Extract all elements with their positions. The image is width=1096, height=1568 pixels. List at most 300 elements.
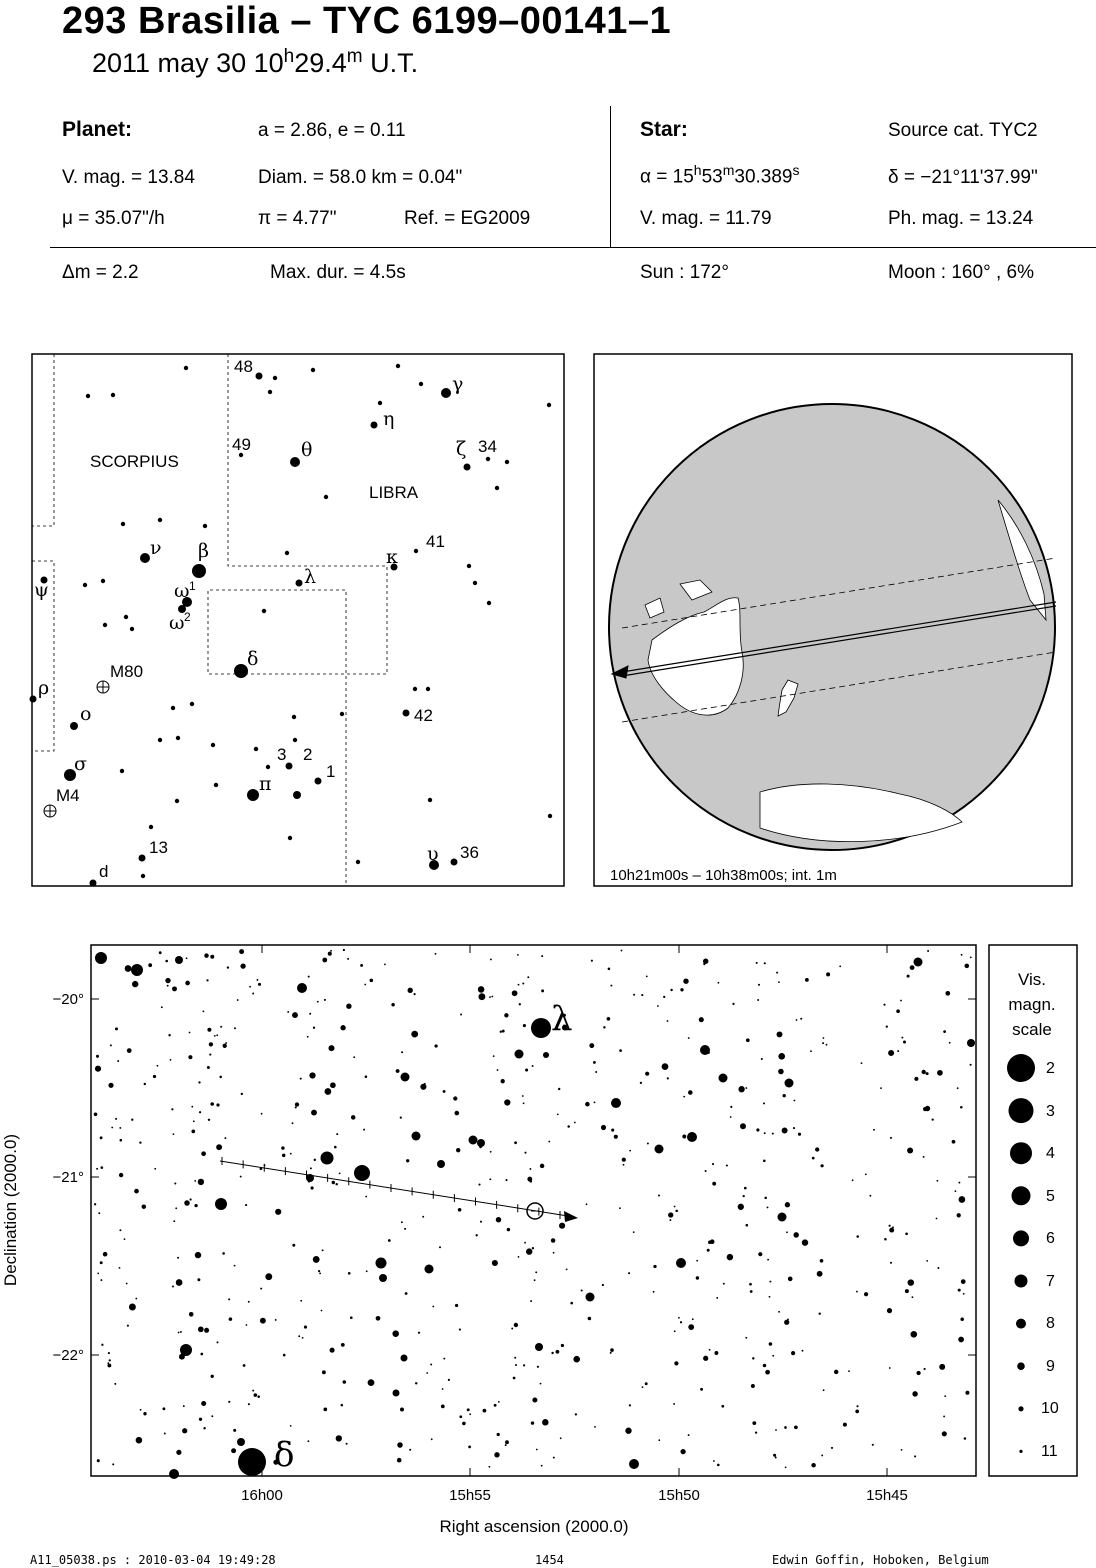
detail-star xyxy=(142,1204,146,1208)
finder-star xyxy=(290,457,300,467)
detail-star xyxy=(936,1218,938,1220)
detail-star xyxy=(321,1310,323,1312)
detail-star xyxy=(540,1164,544,1168)
detail-star xyxy=(820,1259,824,1263)
finder-star xyxy=(311,368,315,372)
detail-star xyxy=(328,952,332,956)
detail-star xyxy=(588,1317,592,1321)
star-label-41: 41 xyxy=(426,532,445,551)
detail-star xyxy=(135,1298,137,1300)
detail-star xyxy=(129,1304,136,1311)
detail-star xyxy=(517,954,519,956)
detail-star xyxy=(494,1452,499,1457)
detail-star xyxy=(476,1234,478,1236)
detail-star xyxy=(119,1173,123,1177)
detail-star xyxy=(570,1302,573,1305)
detail-star xyxy=(240,963,245,968)
greek-omicron: ο xyxy=(80,703,92,725)
detail-star xyxy=(309,1013,311,1015)
constellation-scorpius: SCORPIUS xyxy=(90,452,179,471)
detail-star xyxy=(932,1118,934,1120)
detail-star xyxy=(228,1401,230,1403)
detail-star xyxy=(435,953,437,955)
detail-star xyxy=(225,1042,227,1044)
detail-star xyxy=(165,960,168,963)
detail-star xyxy=(622,1158,626,1162)
detail-star xyxy=(209,1042,213,1046)
detail-star xyxy=(692,1318,694,1320)
footer-author: Edwin Goffin, Hoboken, Belgium xyxy=(772,1553,989,1567)
detail-star xyxy=(811,1463,816,1468)
detail-star xyxy=(339,1173,341,1175)
detail-star xyxy=(231,1448,236,1453)
finder-star xyxy=(292,715,296,719)
detail-star xyxy=(156,1065,158,1067)
detail-star xyxy=(311,1186,314,1189)
detail-star xyxy=(586,1293,595,1302)
detail-star xyxy=(647,1143,649,1145)
detail-star xyxy=(714,1351,718,1355)
detail-star xyxy=(794,1425,798,1429)
detail-star xyxy=(910,965,915,970)
detail-star xyxy=(139,1141,141,1143)
detail-star xyxy=(914,1077,918,1081)
detail-star xyxy=(178,1332,180,1334)
detail-star xyxy=(215,1198,227,1210)
detail-star xyxy=(98,1212,100,1214)
event-hour-unit: h xyxy=(283,46,295,67)
detail-star xyxy=(778,1311,780,1313)
detail-star xyxy=(169,1469,179,1479)
finder-star xyxy=(266,765,270,769)
detail-star xyxy=(670,989,672,991)
detail-star xyxy=(960,1106,963,1109)
detail-star xyxy=(798,1133,801,1136)
greek-psi: ψ xyxy=(34,579,49,601)
finder-star xyxy=(293,791,301,799)
detail-star xyxy=(758,984,760,986)
detail-star xyxy=(763,1102,765,1104)
detail-star xyxy=(608,968,611,971)
detail-star xyxy=(778,1213,787,1222)
detail-star xyxy=(746,1038,750,1042)
detail-star xyxy=(400,1408,404,1412)
detail-star xyxy=(769,1342,773,1346)
xtick-16h00: 16h00 xyxy=(241,1487,283,1504)
detail-star xyxy=(108,1352,110,1354)
detail-star xyxy=(856,1235,859,1238)
detail-star xyxy=(489,996,491,998)
detail-star xyxy=(743,1195,745,1197)
finder-star xyxy=(414,549,418,553)
detail-star xyxy=(746,1224,749,1227)
svg-text:Vis.: Vis. xyxy=(1017,970,1047,989)
cluster-m80-symbol xyxy=(97,681,109,693)
detail-star xyxy=(275,1319,277,1321)
detail-star xyxy=(414,993,416,995)
detail-star xyxy=(557,1114,559,1116)
detail-star xyxy=(366,1270,368,1272)
detail-star xyxy=(914,958,923,967)
detail-star xyxy=(290,1425,292,1427)
star-source-catalog: Source cat. TYC2 xyxy=(888,120,1038,141)
detail-star xyxy=(348,1272,351,1275)
detail-star xyxy=(110,1044,112,1046)
detail-star xyxy=(100,1136,103,1139)
detail-star xyxy=(591,960,593,962)
detail-star xyxy=(318,1270,320,1272)
detail-star xyxy=(107,1364,111,1368)
detail-star xyxy=(784,1320,789,1325)
detail-star xyxy=(602,1284,604,1286)
detail-star xyxy=(655,1145,664,1154)
detail-star xyxy=(193,1120,195,1122)
detail-star xyxy=(594,1101,596,1103)
detail-star xyxy=(556,1350,560,1354)
finder-star xyxy=(413,687,417,691)
detail-star xyxy=(469,1413,471,1415)
detail-star xyxy=(730,1106,732,1108)
detail-star xyxy=(826,972,830,976)
detail-star xyxy=(97,1273,99,1275)
detail-star xyxy=(761,1058,763,1060)
detail-star xyxy=(148,963,152,967)
detail-star xyxy=(124,1238,126,1240)
detail-star xyxy=(347,958,349,960)
detail-star xyxy=(201,1151,206,1156)
detail-star xyxy=(961,954,963,956)
detail-star xyxy=(127,1048,132,1053)
detail-star xyxy=(500,1031,502,1033)
finder-star xyxy=(83,583,87,587)
legend-dot xyxy=(1018,1406,1023,1411)
star-label-1: 1 xyxy=(326,762,336,781)
finder-star xyxy=(356,860,360,864)
detail-star xyxy=(346,1004,351,1009)
detail-star xyxy=(680,1321,682,1323)
finder-star xyxy=(211,743,215,747)
detail-star xyxy=(869,1195,871,1197)
detail-star xyxy=(823,1389,825,1391)
detail-star xyxy=(252,1390,254,1392)
detail-star xyxy=(224,1137,226,1139)
finder-star xyxy=(30,696,37,703)
detail-star xyxy=(119,1229,121,1231)
detail-star xyxy=(100,1261,103,1264)
detail-star xyxy=(496,1217,501,1222)
greek-delta: δ xyxy=(247,648,259,670)
detail-star xyxy=(629,1404,631,1406)
greek-omega-2-index: 2 xyxy=(184,610,191,624)
detail-star xyxy=(109,1359,111,1361)
detail-star xyxy=(732,1003,734,1005)
detail-star xyxy=(437,1160,445,1168)
detail-star xyxy=(237,1438,245,1446)
detail-star xyxy=(161,1006,163,1008)
detail-star xyxy=(717,1464,720,1467)
detail-star xyxy=(292,1012,298,1018)
detail-star xyxy=(186,957,188,959)
detail-star xyxy=(658,1439,660,1441)
finder-star xyxy=(428,798,432,802)
detail-star xyxy=(430,1364,432,1366)
finder-star xyxy=(247,789,259,801)
finder-star xyxy=(486,457,490,461)
finder-star xyxy=(140,553,150,563)
detail-star xyxy=(716,1297,718,1299)
detail-star xyxy=(96,1168,98,1170)
detail-star xyxy=(498,1401,500,1403)
detail-star xyxy=(311,1110,317,1116)
detail-star xyxy=(939,1364,945,1370)
detail-star xyxy=(170,1059,172,1061)
detail-star xyxy=(341,1343,345,1347)
detail-star xyxy=(207,1028,211,1032)
detail-star xyxy=(727,1254,733,1260)
detail-star xyxy=(775,1429,777,1431)
detail-star xyxy=(379,1274,387,1282)
greek-omega-1: ω xyxy=(174,580,190,602)
detail-star xyxy=(889,1225,891,1227)
detail-star xyxy=(101,1344,103,1346)
cluster-m4-symbol xyxy=(44,805,56,817)
detail-star xyxy=(354,1165,370,1181)
finder-star xyxy=(268,390,272,394)
xtick-15h45: 15h45 xyxy=(866,1487,908,1504)
detail-star xyxy=(756,1128,759,1131)
legend-dot xyxy=(1010,1142,1032,1164)
detail-star xyxy=(629,1459,639,1469)
finder-star xyxy=(203,524,207,528)
legend-mag-6: 6 xyxy=(1046,1230,1055,1247)
detail-star xyxy=(397,1458,402,1463)
detail-star xyxy=(353,1056,355,1058)
detail-star xyxy=(460,1014,462,1016)
finder-star xyxy=(315,778,322,785)
detail-star xyxy=(478,993,485,1000)
detail-star xyxy=(411,1031,418,1038)
finder-star xyxy=(214,783,218,787)
detail-star xyxy=(802,1350,804,1352)
detail-star xyxy=(194,1204,197,1207)
finder-star xyxy=(285,551,289,555)
detail-star xyxy=(100,1166,103,1169)
detail-star xyxy=(534,1279,536,1281)
detail-star xyxy=(343,1380,347,1384)
detail-star xyxy=(522,1095,524,1097)
detail-star xyxy=(425,1265,434,1274)
detail-star xyxy=(758,1252,762,1256)
star-label-48: 48 xyxy=(234,357,253,376)
detail-star xyxy=(111,1127,113,1129)
detail-star xyxy=(330,1082,336,1088)
detail-star xyxy=(567,1125,570,1128)
detail-star xyxy=(188,1055,192,1059)
detail-star xyxy=(346,1443,348,1445)
detail-star xyxy=(535,1343,543,1351)
detail-star xyxy=(462,1422,466,1426)
detail-star xyxy=(585,1102,590,1107)
detail-delta-label: δ xyxy=(274,1435,295,1475)
detail-star xyxy=(94,1203,96,1205)
detail-star xyxy=(767,1206,769,1208)
detail-star xyxy=(738,1204,744,1210)
detail-star xyxy=(260,1318,266,1324)
finder-star xyxy=(324,495,328,499)
xtick-15h55: 15h55 xyxy=(449,1487,491,1504)
detail-star xyxy=(519,1003,521,1005)
detail-lambda-label: λ xyxy=(551,999,573,1039)
legend-mag-7: 7 xyxy=(1046,1273,1055,1290)
detail-star xyxy=(275,1209,281,1215)
detail-star xyxy=(511,1328,513,1330)
detail-star xyxy=(667,1077,669,1079)
detail-star xyxy=(723,1283,725,1285)
detail-star xyxy=(970,1064,972,1066)
detail-star xyxy=(553,1457,555,1459)
x-axis-label: Right ascension (2000.0) xyxy=(439,1517,629,1536)
detail-star xyxy=(782,1128,788,1134)
detail-star xyxy=(119,1267,121,1269)
detail-star xyxy=(785,1467,787,1469)
detail-star xyxy=(108,1083,113,1088)
detail-star xyxy=(514,1357,516,1359)
detail-star xyxy=(889,1228,894,1233)
detail-star xyxy=(530,1300,532,1302)
finder-star xyxy=(464,464,471,471)
detail-star xyxy=(497,1069,499,1071)
detail-star xyxy=(619,1207,621,1209)
detail-star xyxy=(776,972,778,974)
greek-kappa: κ xyxy=(386,546,398,568)
detail-star xyxy=(302,1337,304,1339)
footer-page-number: 1454 xyxy=(535,1553,564,1567)
detail-star xyxy=(784,1426,787,1429)
detail-star xyxy=(959,1196,966,1203)
greek-beta: β xyxy=(198,540,209,562)
detail-star xyxy=(443,1358,445,1360)
star-label-42: 42 xyxy=(414,706,433,725)
detail-star xyxy=(194,1180,196,1182)
finder-star xyxy=(103,623,107,627)
detail-star xyxy=(793,1100,795,1102)
detail-star xyxy=(923,1156,925,1158)
detail-star xyxy=(601,1125,606,1130)
finder-star xyxy=(254,747,258,751)
detail-star xyxy=(819,1313,821,1315)
cluster-label-m80: M80 xyxy=(110,662,144,681)
detail-star xyxy=(680,988,683,991)
detail-star xyxy=(409,1449,411,1451)
detail-star xyxy=(143,1412,146,1415)
detail-star xyxy=(180,1331,182,1333)
finder-star xyxy=(130,627,134,631)
planet-vmag: V. mag. = 13.84 xyxy=(62,167,195,188)
detail-star xyxy=(176,1450,181,1455)
detail-star xyxy=(529,1168,531,1170)
detail-star xyxy=(256,979,258,981)
detail-star xyxy=(431,1438,433,1440)
detail-star xyxy=(175,1207,177,1209)
detail-star xyxy=(211,1375,214,1378)
finder-star xyxy=(184,366,188,370)
finder-star xyxy=(86,394,90,398)
detail-star xyxy=(514,1141,517,1144)
globe-panel xyxy=(594,354,1072,886)
detail-star xyxy=(958,1289,961,1292)
detail-star xyxy=(384,964,386,966)
finder-star xyxy=(378,401,382,405)
detail-star xyxy=(523,1102,525,1104)
detail-star xyxy=(532,1065,534,1067)
detail-star xyxy=(456,1148,460,1152)
detail-star xyxy=(788,1277,793,1282)
detail-star xyxy=(688,1434,690,1436)
detail-star xyxy=(707,1249,710,1252)
detail-star xyxy=(404,1228,406,1230)
detail-star xyxy=(117,1060,119,1062)
detail-star xyxy=(322,1370,326,1374)
detail-star xyxy=(763,1364,767,1368)
detail-star xyxy=(281,1146,284,1149)
detail-star xyxy=(812,1157,815,1160)
detail-star xyxy=(459,1329,461,1331)
detail-star xyxy=(518,1256,520,1258)
detail-star xyxy=(581,1289,583,1291)
detail-star xyxy=(611,1129,614,1132)
legend-dot xyxy=(1017,1362,1025,1370)
detail-star xyxy=(688,1037,690,1039)
detail-star xyxy=(350,1316,353,1319)
detail-star xyxy=(755,1431,757,1433)
detail-star xyxy=(908,1279,915,1286)
detail-star xyxy=(159,951,162,954)
detail-star xyxy=(958,1337,964,1343)
detail-star xyxy=(607,1017,611,1021)
legend-mag-4: 4 xyxy=(1046,1145,1055,1162)
y-axis-label: Declination (2000.0) xyxy=(1,1133,20,1287)
detail-star xyxy=(595,1071,597,1073)
legend-mag-9: 9 xyxy=(1046,1358,1055,1375)
detail-star xyxy=(541,955,543,957)
detail-star xyxy=(191,1106,193,1108)
detail-star xyxy=(209,1054,211,1056)
detail-star xyxy=(332,1181,335,1184)
detail-star xyxy=(261,1113,263,1115)
detail-star xyxy=(131,1119,133,1121)
greek-omega-2: ω xyxy=(169,612,185,634)
detail-star xyxy=(713,1460,715,1462)
finder-star xyxy=(273,376,277,380)
detail-star xyxy=(479,1146,482,1149)
detail-star xyxy=(443,1090,446,1093)
detail-star xyxy=(258,983,261,986)
detail-star xyxy=(265,1273,272,1280)
detail-star xyxy=(805,978,809,982)
detail-star xyxy=(189,1312,194,1317)
planet-diameter: Diam. = 58.0 km = 0.04" xyxy=(258,167,463,188)
detail-star xyxy=(478,986,485,993)
detail-star xyxy=(889,1367,891,1369)
detail-star xyxy=(900,1000,902,1002)
detail-star xyxy=(675,1210,678,1213)
detail-star xyxy=(589,1043,594,1048)
detail-star xyxy=(388,1239,391,1242)
detail-star xyxy=(817,1271,823,1277)
detail-star xyxy=(336,1133,338,1135)
detail-star xyxy=(907,1147,913,1153)
detail-star xyxy=(307,1440,309,1442)
